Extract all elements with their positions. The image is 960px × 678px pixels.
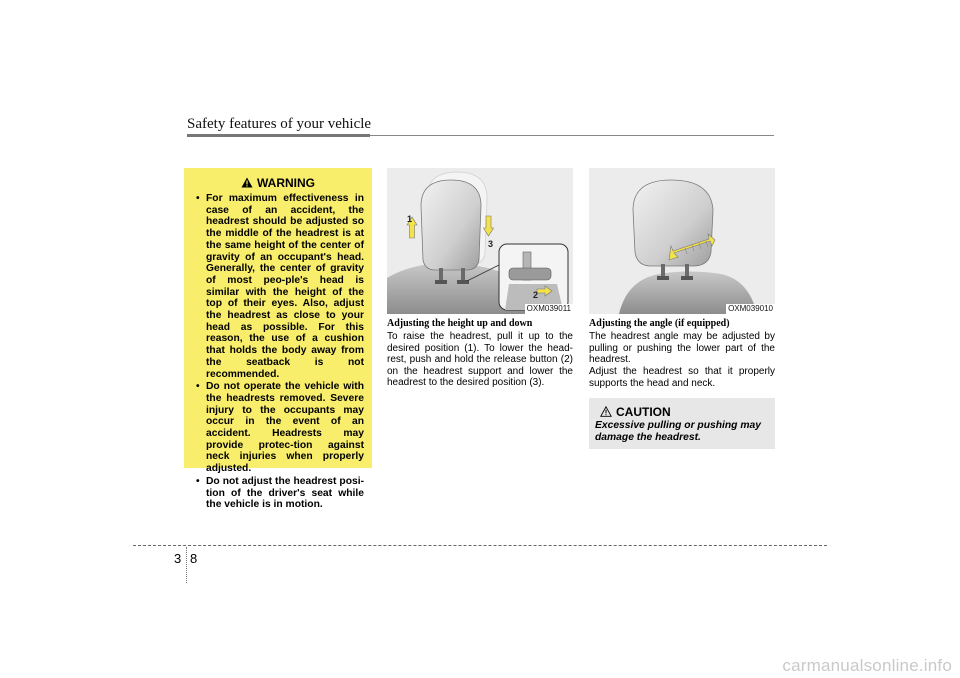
caution-title: CAUTION	[616, 405, 671, 419]
warning-header	[192, 176, 364, 190]
section-body-angle-1: The headrest angle may be adjusted by pulling or pushing the lower part of the headrest.	[589, 331, 775, 366]
warning-item: • Do not adjust the headrest posi-tion of the driver's seat while the vehicle is in motion.	[192, 476, 364, 511]
warning-title: WARNING	[257, 176, 315, 190]
page-number-separator	[186, 547, 187, 583]
header-rule	[187, 134, 370, 137]
figure-headrest-height	[387, 168, 573, 314]
figure-code: OXM039011	[526, 304, 571, 313]
warning-box	[184, 168, 372, 511]
figure-headrest-angle	[589, 168, 775, 314]
callout-3: 3	[488, 239, 494, 249]
chapter-number: 3	[174, 551, 182, 566]
caution-text: Excessive pulling or pushing may damage the headrest.	[595, 420, 761, 443]
warning-item: • Do not operate the vehicle with the headrests removed. Severe injury to the occupants may occur in the event of an accident. Headrests may provide protec-tion against neck injuries when properly adjusted.	[192, 381, 364, 475]
warning-list	[192, 193, 364, 511]
caution-header	[600, 405, 769, 419]
header-rule-thin	[370, 135, 774, 136]
caution-triangle-icon	[600, 406, 612, 417]
watermark: carmanualsonline.info	[782, 656, 952, 675]
footer-rule	[133, 545, 827, 546]
section-heading-angle: Adjusting the angle (if equipped)	[589, 318, 730, 329]
page-number: 8	[190, 551, 198, 566]
caution-box	[589, 398, 775, 449]
warning-triangle-icon	[241, 177, 253, 188]
warning-item: • For maximum effectiveness in case of an accident, the headrest should be adjusted so the middle of the headrest is at the same height of the center of gravity of an occupant's head. Generally, the center of gravity of most peo-ple's head is similar with the height of the top of their eyes. Also, adjust the headrest as close to your head as possible. For this reason, the use of a cushion that holds the body away from the seatback is not recommended.	[192, 193, 364, 380]
figure-code: OXM039010	[728, 304, 773, 313]
callout-1: 1	[407, 214, 413, 224]
section-heading-height: Adjusting the height up and down	[387, 318, 533, 329]
section-body-height: To raise the headrest, pull it up to the desired position (1). To lower the head-rest, push and hold the release button (2) on the headrest support and lower the headrest to the desired position (3).	[387, 331, 573, 389]
callout-2: 2	[533, 290, 539, 300]
headrest	[421, 180, 481, 270]
section-body-angle-2: Adjust the headrest so that it properly supports the head and neck.	[589, 366, 775, 389]
page-title: Safety features of your vehicle	[187, 116, 372, 132]
headrest-angle-illustration	[589, 168, 775, 314]
headrest-height-illustration	[387, 168, 573, 314]
